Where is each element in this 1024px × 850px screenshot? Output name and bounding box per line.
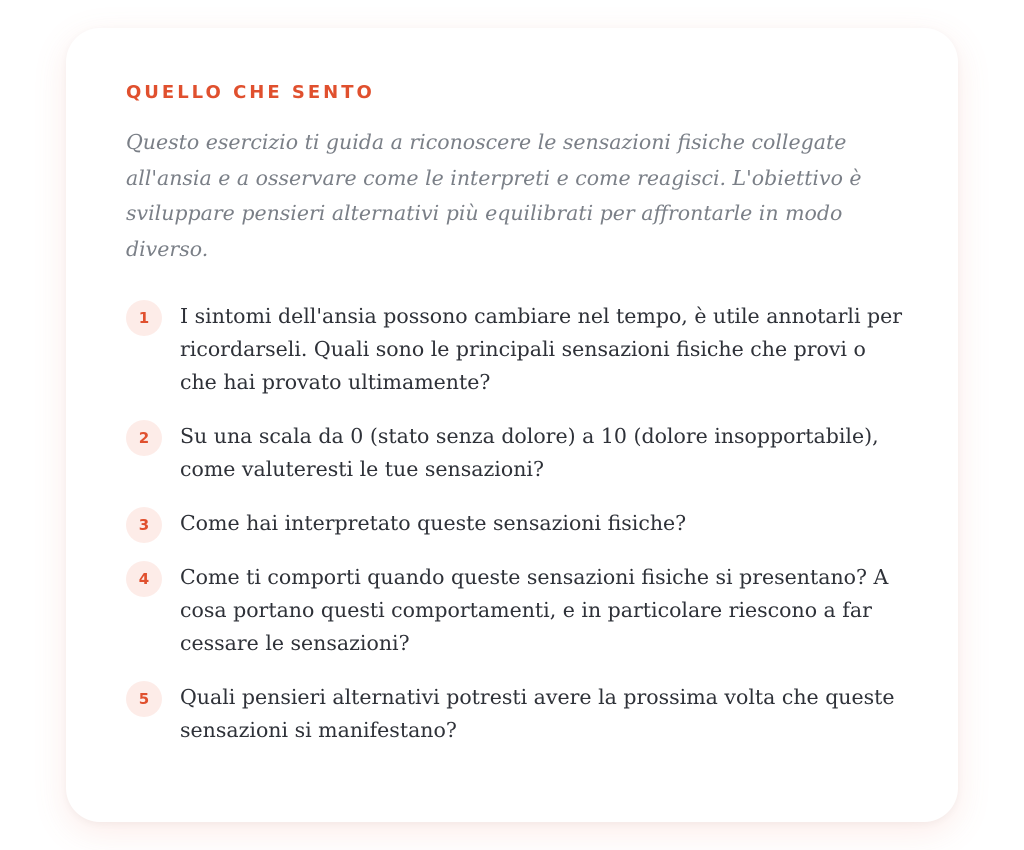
question-list: [126, 300, 906, 768]
question-text: I sintomi dell'ansia possono cambiare nel tempo, è utile annotarli per ricordarseli. Quali sono le principali sensazioni fisiche che provi o che hai provato ultimamente?: [180, 304, 903, 394]
question-number-badge: 5: [126, 681, 162, 717]
question-number-badge: 1: [126, 300, 162, 336]
question-text: Come ti comporti quando queste sensazioni fisiche si presentano? A cosa portano questi comportamenti, e in particolare riescono a far cessare le sensazioni?: [180, 565, 889, 655]
question-item-2: [126, 420, 906, 486]
question-item-1: [126, 300, 906, 399]
question-text: Quali pensieri alternativi potresti avere la prossima volta che queste sensazioni si manifestano?: [180, 685, 895, 742]
question-number-badge: 3: [126, 507, 162, 543]
question-item-4: [126, 561, 906, 660]
question-text: Su una scala da 0 (stato senza dolore) a 10 (dolore insopportabile), come valuteresti le tue sensazioni?: [180, 424, 879, 481]
exercise-card: [66, 28, 958, 822]
question-item-5: [126, 681, 906, 747]
section-title: QUELLO CHE SENTO: [126, 82, 375, 103]
section-intro: Questo esercizio ti guida a riconoscere le sensazioni fisiche collegate all'ansia e a osservare come le interpreti e come reagisci. L'obiettivo è sviluppare pensieri alternativi più equilibrati per affrontarle in modo diverso.: [126, 130, 862, 261]
question-text: Come hai interpretato queste sensazioni fisiche?: [180, 511, 687, 535]
question-number-badge: 4: [126, 561, 162, 597]
question-number-badge: 2: [126, 420, 162, 456]
question-item-3: [126, 507, 906, 540]
